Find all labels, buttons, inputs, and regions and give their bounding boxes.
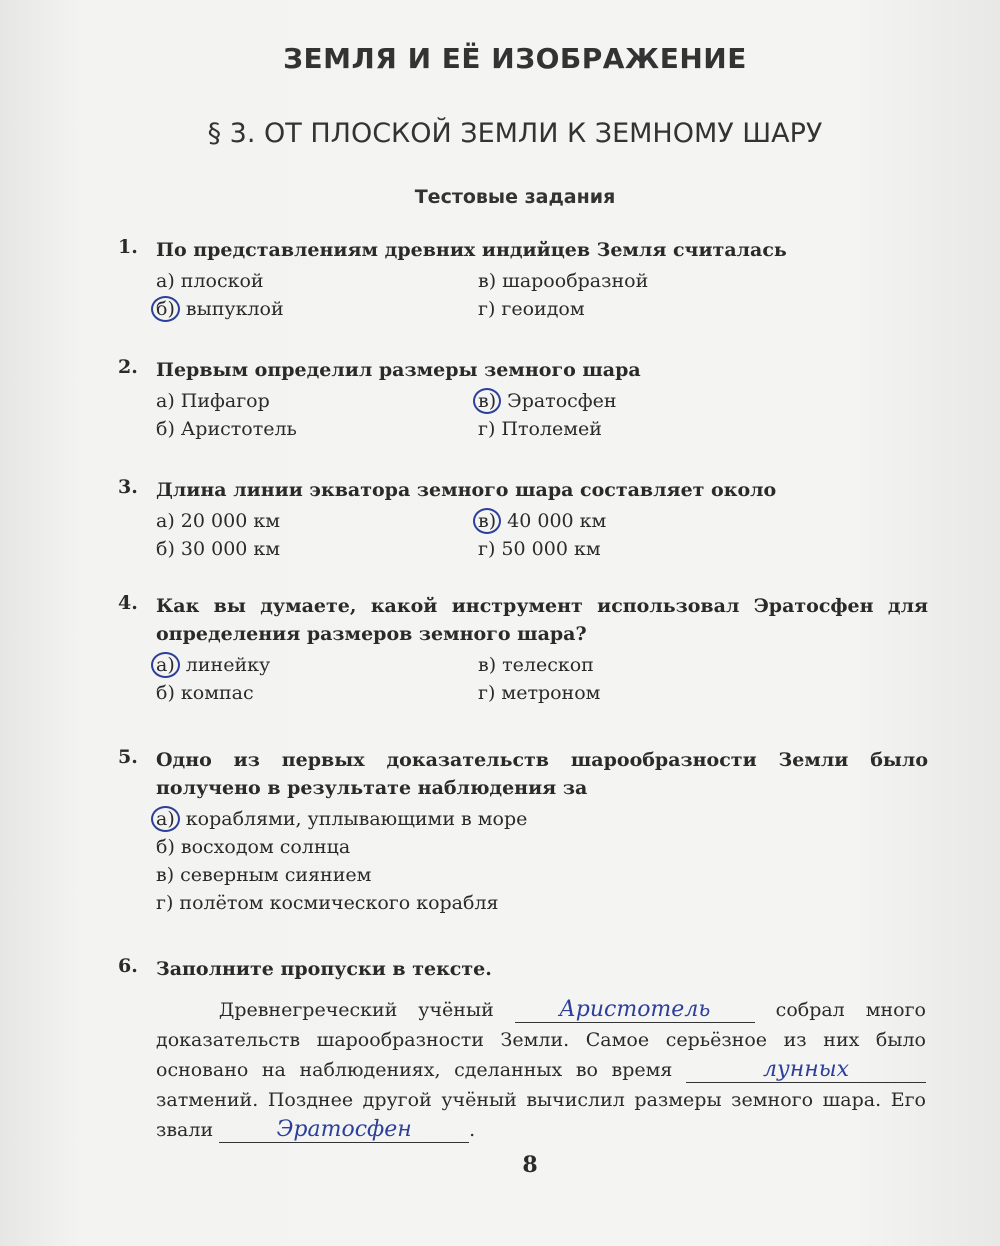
question-text: Как вы думаете, какой инструмент использовал Эратосфен для определения размеров земного шара? — [156, 595, 928, 645]
question-text: Одно из первых доказательств шарообразности Земли было получено в результате наблюдения за — [156, 749, 928, 799]
option-text: 50 000 км — [501, 538, 601, 560]
option[interactable] — [478, 652, 808, 678]
option-letter: б) — [151, 296, 180, 322]
option-text: Аристотель — [180, 418, 297, 440]
option-letter: б) — [156, 418, 175, 440]
option[interactable] — [478, 416, 808, 442]
options — [156, 508, 928, 562]
option-letter: б) — [156, 682, 175, 704]
option-letter: а) — [151, 806, 180, 832]
question-6 — [118, 955, 928, 1145]
option[interactable] — [156, 862, 756, 888]
option-text: шарообразной — [502, 270, 649, 292]
section-title: § 3. ОТ ПЛОСКОЙ ЗЕМЛИ К ЗЕМНОМУ ШАРУ — [207, 118, 823, 149]
answer-blank-1[interactable]: Аристотель — [515, 998, 755, 1023]
text: затмений. Позднее другой учёный вычислил размеры земного шара. Его звали — [156, 1089, 926, 1141]
text: . — [469, 1119, 476, 1141]
option-letter: г) — [478, 298, 496, 320]
question-number: 5. — [118, 746, 138, 768]
question-number: 4. — [118, 592, 138, 614]
question-number: 2. — [118, 356, 138, 378]
question-number: 1. — [118, 236, 138, 258]
option-text: плоской — [180, 270, 264, 292]
option-text: 40 000 км — [507, 510, 607, 532]
question-3 — [118, 476, 928, 562]
option-letter: в) — [473, 388, 501, 414]
option-letter: г) — [478, 682, 496, 704]
option-text: выпуклой — [185, 298, 284, 320]
text: Древнегреческий учёный — [218, 999, 494, 1021]
option[interactable] — [156, 508, 478, 534]
subtitle: Тестовые задания — [414, 186, 616, 208]
option-text: Птолемей — [501, 418, 602, 440]
option[interactable] — [156, 388, 478, 414]
question-text: Первым определил размеры земного шара — [156, 359, 641, 381]
option-text: Пифагор — [180, 390, 270, 412]
option-text: 20 000 км — [180, 510, 280, 532]
option[interactable] — [156, 890, 756, 916]
option-letter: г) — [156, 892, 174, 914]
option[interactable] — [156, 416, 478, 442]
answer-blank-2[interactable]: лунных — [686, 1058, 926, 1083]
question-text: Длина линии экватора земного шара составляет около — [156, 479, 777, 501]
question-text: Заполните пропуски в тексте. — [156, 958, 492, 980]
answer-blank-3[interactable]: Эратосфен — [219, 1118, 469, 1143]
question-1 — [118, 236, 928, 322]
option[interactable] — [478, 508, 808, 534]
option-text: метроном — [501, 682, 601, 704]
option-letter: в) — [478, 654, 497, 676]
option-letter: г) — [478, 418, 496, 440]
text: собрал много доказательств шарообразности Земли. Самое серьёзное из них было основано на наблюдениях, сделанных во время — [156, 999, 926, 1081]
option-letter: г) — [478, 538, 496, 560]
option[interactable] — [156, 652, 478, 678]
option-letter: а) — [156, 270, 175, 292]
question-4 — [118, 592, 928, 706]
option[interactable] — [478, 536, 808, 562]
option-letter: в) — [478, 270, 497, 292]
question-2 — [118, 356, 928, 442]
option-text: 30 000 км — [180, 538, 281, 560]
option[interactable] — [156, 268, 478, 294]
chapter-title: ЗЕМЛЯ И ЕЁ ИЗОБРАЖЕНИЕ — [283, 42, 747, 75]
option[interactable] — [156, 536, 478, 562]
option-text: Эратосфен — [507, 390, 617, 412]
option[interactable] — [156, 806, 756, 832]
page-number: 8 — [522, 1152, 538, 1178]
options — [156, 652, 928, 706]
option-text: восходом солнца — [180, 836, 351, 858]
option[interactable] — [156, 296, 478, 322]
option[interactable] — [156, 834, 756, 860]
question-number: 3. — [118, 476, 138, 498]
options — [156, 268, 928, 322]
option-letter: а) — [151, 652, 180, 678]
question-number: 6. — [118, 955, 138, 977]
option[interactable] — [478, 296, 808, 322]
options — [156, 388, 928, 442]
fill-paragraph — [156, 995, 926, 1145]
option-letter: в) — [156, 864, 175, 886]
option[interactable] — [478, 680, 808, 706]
options — [156, 806, 928, 916]
option-text: полётом космического корабля — [179, 892, 499, 914]
option-letter: б) — [156, 538, 175, 560]
question-text: По представлениям древних индийцев Земля считалась — [156, 239, 787, 261]
option-text: кораблями, уплывающими в море — [185, 808, 528, 830]
option-letter: в) — [473, 508, 501, 534]
option[interactable] — [478, 268, 808, 294]
option[interactable] — [478, 388, 808, 414]
option-text: компас — [180, 682, 254, 704]
option-text: телескоп — [502, 654, 594, 676]
option-text: геоидом — [501, 298, 585, 320]
option[interactable] — [156, 680, 478, 706]
option-letter: а) — [156, 390, 175, 412]
option-text: северным сиянием — [180, 864, 372, 886]
question-5 — [118, 746, 928, 916]
option-text: линейку — [185, 654, 271, 676]
option-letter: а) — [156, 510, 175, 532]
option-letter: б) — [156, 836, 175, 858]
